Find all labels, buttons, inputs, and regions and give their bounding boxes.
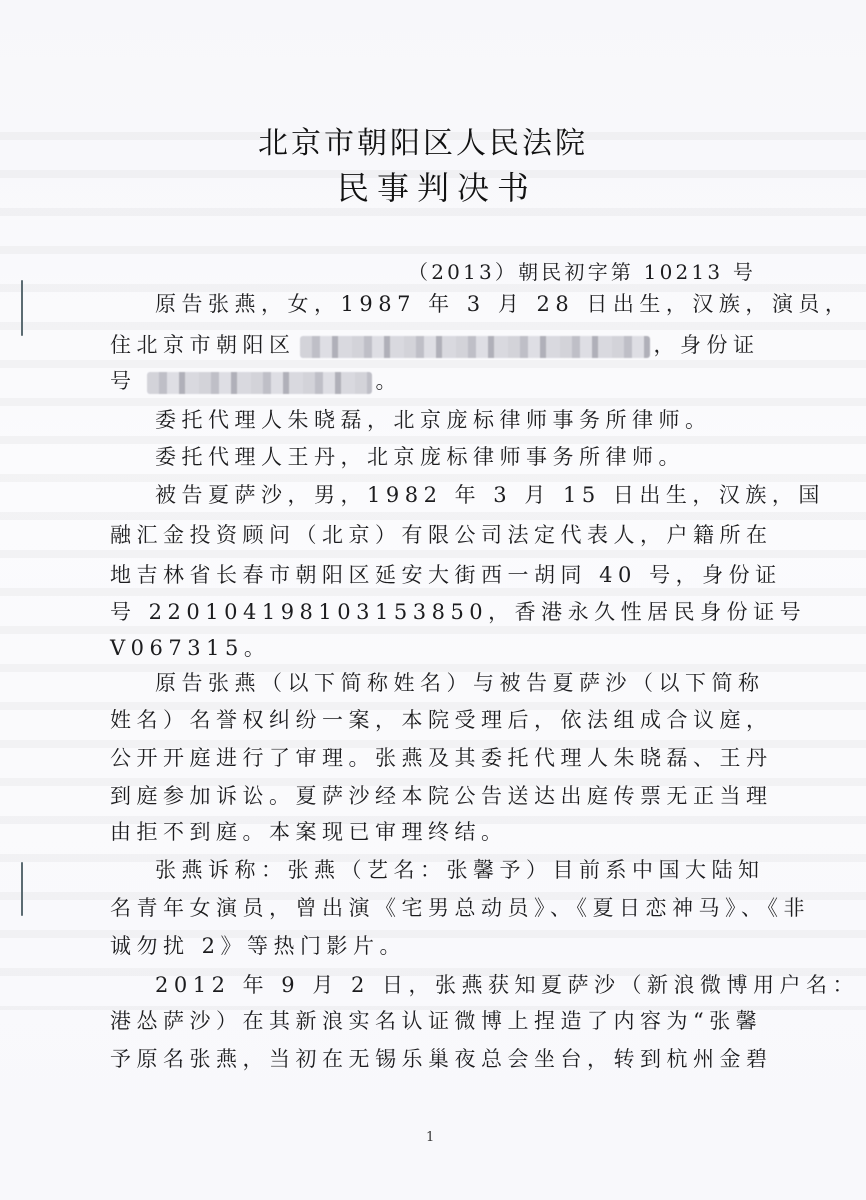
address-prefix: 住北京市朝阳区 <box>110 333 296 357</box>
text-line: 港怂萨沙）在其新浪实名认证微博上捏造了内容为“张馨 <box>110 1009 763 1033</box>
text-line: 名青年女演员，曾出演《宅男总动员》、《夏日恋神马》、《非 <box>110 896 810 920</box>
text-line: 2012 年 9 月 2 日，张燕获知夏萨沙（新浪微博用户名： <box>155 973 860 997</box>
text-line: 被告夏萨沙，男，1982 年 3 月 15 日出生，汉族，国 <box>155 483 825 507</box>
case-number: （2013）朝民初字第 10213 号 <box>408 260 757 284</box>
text-line: V067315。 <box>110 636 271 660</box>
text-line: 原告张燕，女，1987 年 3 月 28 日出生，汉族，演员， <box>155 292 852 316</box>
text-line: 到庭参加诉讼。夏萨沙经本院公告送达出庭传票无正当理 <box>110 784 773 808</box>
page-number: 1 <box>426 1130 435 1145</box>
text-line-address <box>110 331 760 359</box>
agent-line-1: 委托代理人朱晓磊，北京庞标律师事务所律师。 <box>155 408 712 432</box>
text-line: 诚勿扰 2》等热门影片。 <box>110 934 407 958</box>
text-line: 原告张燕（以下简称姓名）与被告夏萨沙（以下简称 <box>155 671 765 695</box>
id-prefix: 号 <box>110 369 137 393</box>
redacted-address <box>300 336 650 358</box>
text-line: 予原名张燕，当初在无锡乐巢夜总会坐台，转到杭州金碧 <box>110 1047 773 1071</box>
text-line: 张燕诉称：张燕（艺名：张馨予）目前系中国大陆知 <box>155 858 765 882</box>
text-line-id <box>110 367 740 395</box>
text-line: 融汇金投资顾问（北京）有限公司法定代表人，户籍所在 <box>110 523 773 547</box>
agent-line-2: 委托代理人王丹，北京庞标律师事务所律师。 <box>155 445 685 469</box>
text-line: 地吉林省长春市朝阳区延安大街西一胡同 40 号，身份证 <box>110 563 782 587</box>
document-type-title: 民事判决书 <box>336 169 537 207</box>
text-line: 由拒不到庭。本案现已审理终结。 <box>110 820 508 844</box>
text-line: 公开开庭进行了审理。张燕及其委托代理人朱晓磊、王丹 <box>110 746 773 770</box>
period: 。 <box>375 369 402 393</box>
id-label: ，身份证 <box>653 333 760 357</box>
text-line: 号 220104198103153850，香港永久性居民身份证号 <box>110 600 807 624</box>
redacted-id-number <box>147 372 372 394</box>
text-line: 姓名）名誉权纠纷一案，本院受理后，依法组成合议庭， <box>110 708 773 732</box>
binding-mark-top <box>21 280 23 336</box>
binding-mark-bottom <box>21 862 23 916</box>
court-name: 北京市朝阳区人民法院 <box>258 126 588 161</box>
